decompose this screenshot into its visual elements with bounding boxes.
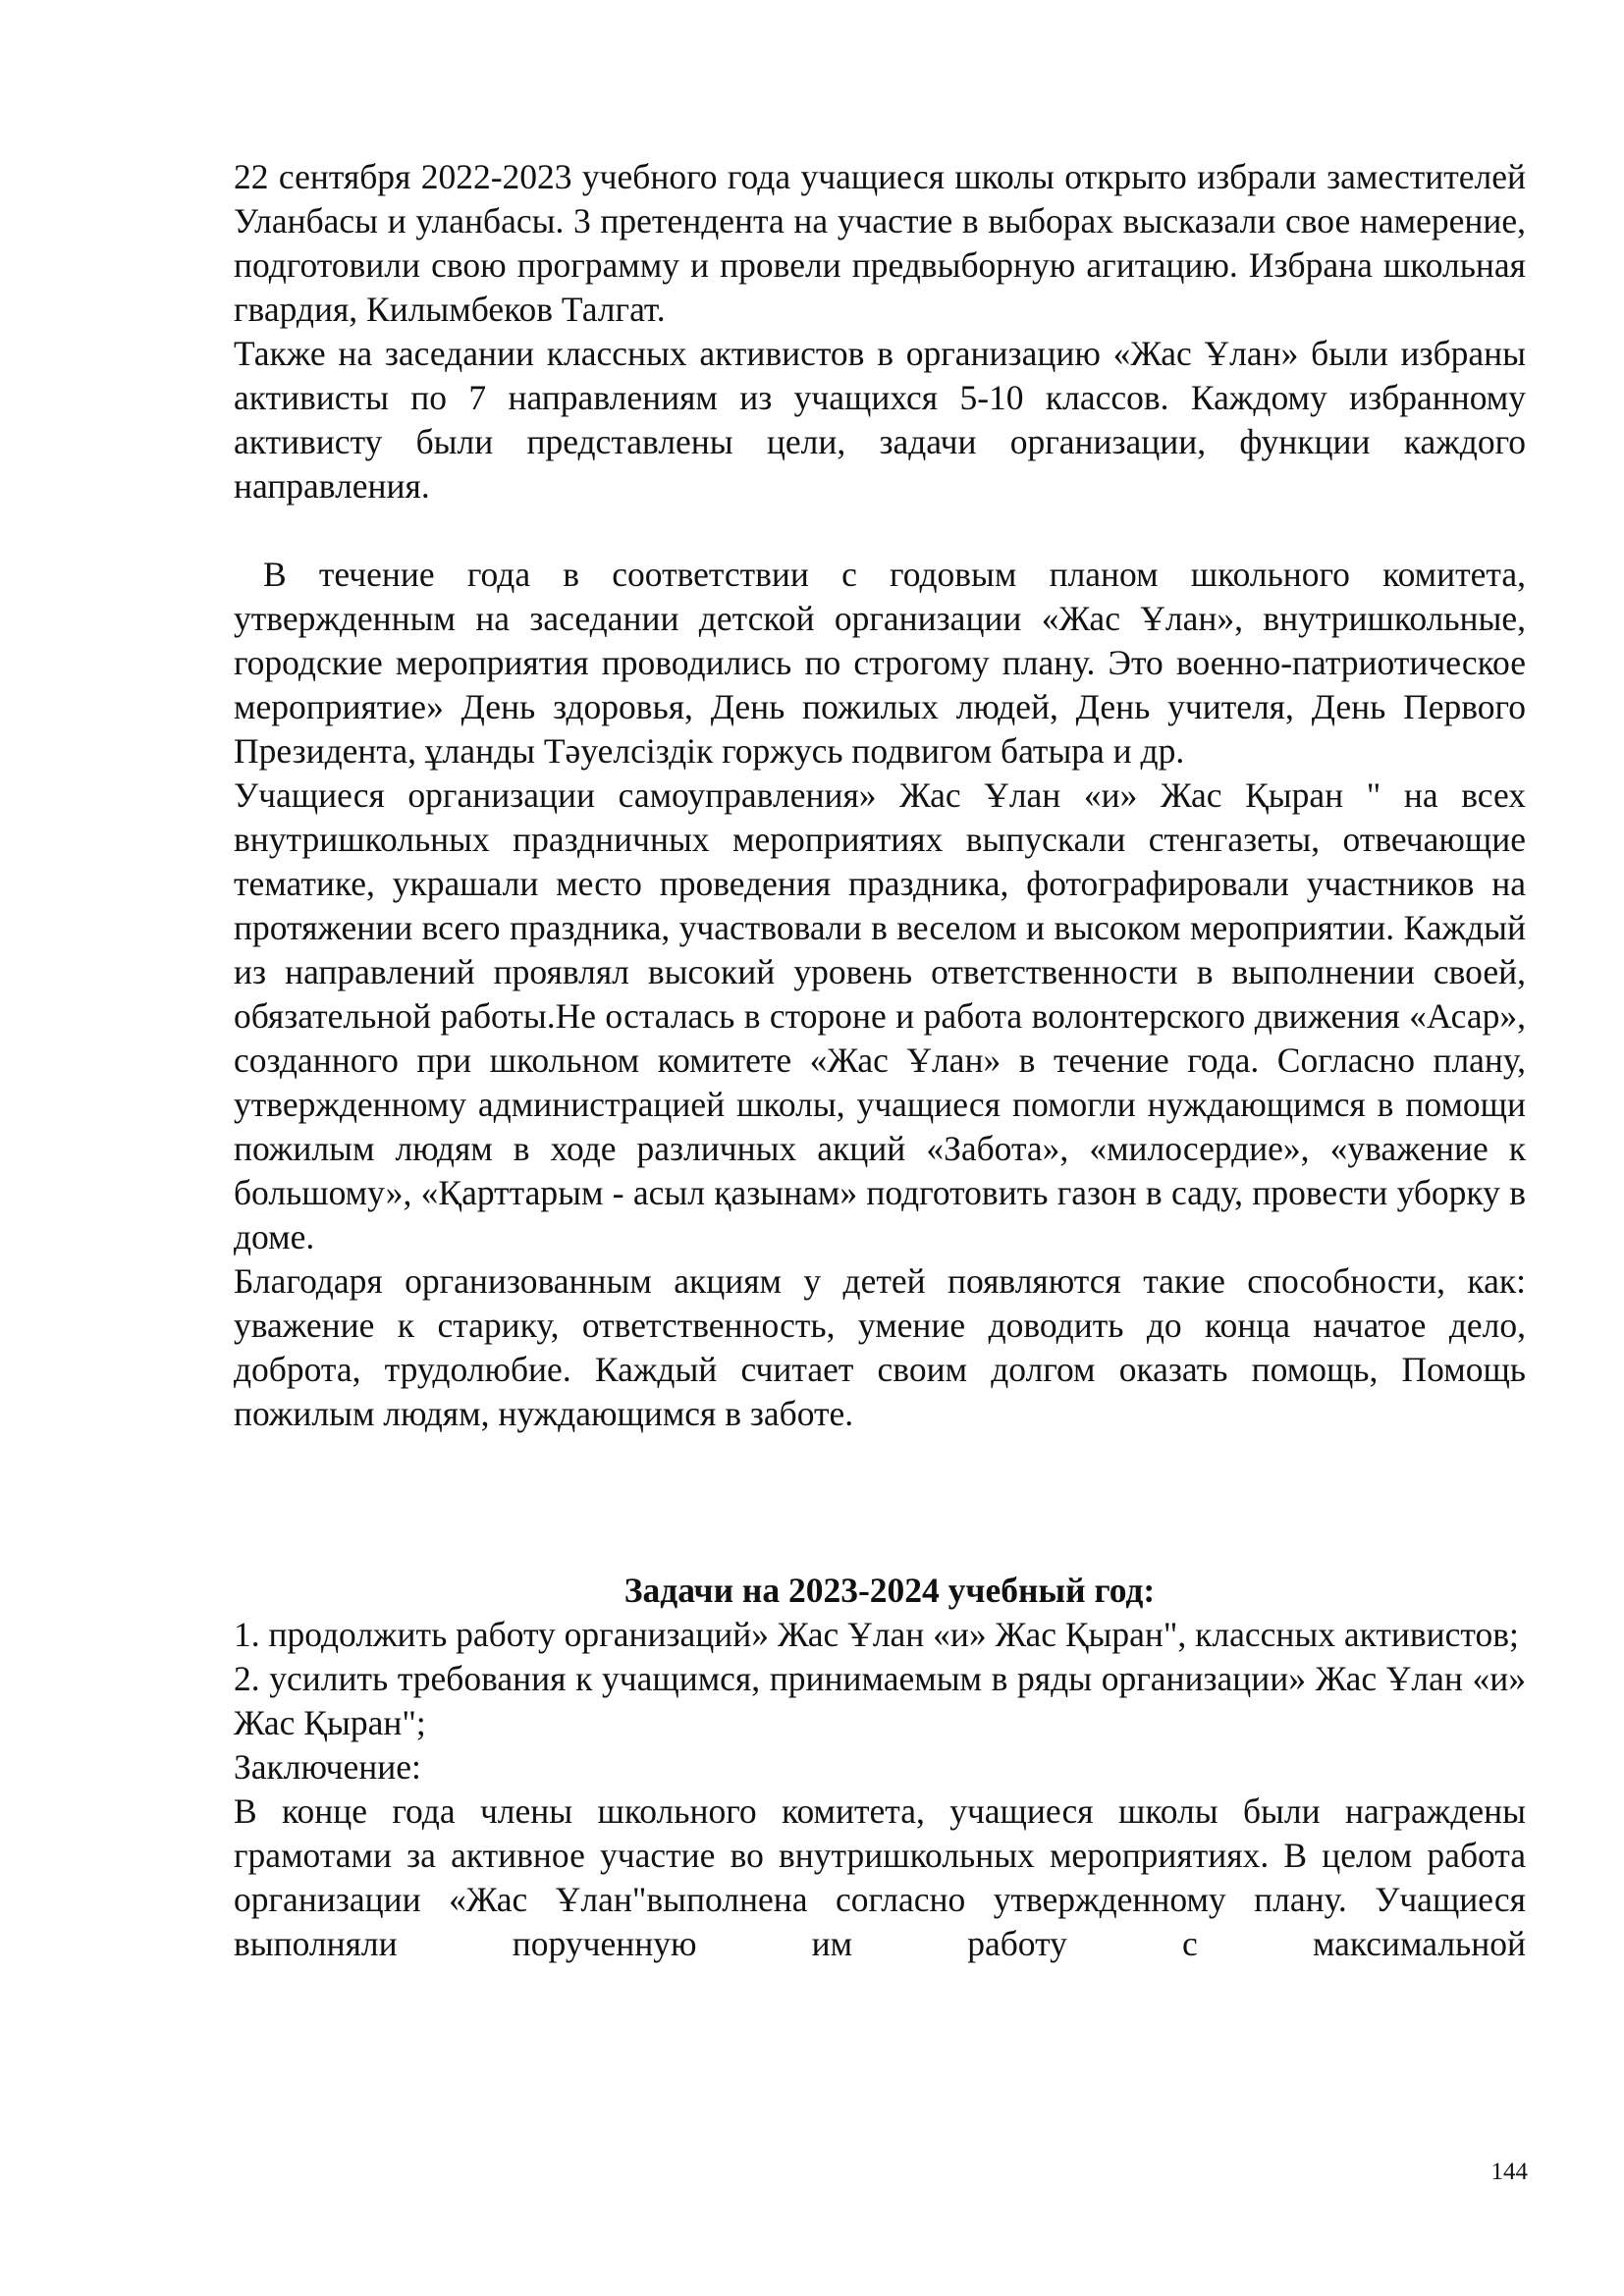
tasks-heading: Задачи на 2023-2024 учебный год: <box>623 1571 1156 1610</box>
page-number: 144 <box>1490 2159 1528 2185</box>
section-spacer <box>234 1436 1526 1569</box>
task-item-1: 1. продолжить работу организаций» Жас Ұлан «и» Жас Қыран", классных активистов; <box>234 1615 1519 1654</box>
paragraph-yearly-events: В течение года в соответствии с годовым планом школьного комитета, утвержденным на заседании детской организации «Жас Ұлан», внутришкольные, городские мероприятия проводились по строгому плану. Это военно-патриотическое мероприятие» День здоровья, День пожилых людей, День учителя, День Первого Президента, ұланды Тәуелсіздік горжусь подвигом батыра и др. <box>234 555 1526 771</box>
paragraph-self-government: Учащиеся организации самоуправления» Жас Ұлан «и» Жас Қыран " на всех внутришкольных праздничных мероприятиях выпускали стенгазеты, отвечающие тематике, украшали место проведения праздника, фотографировали участников на протяжении всего праздника, участвовали в веселом и высоком мероприятии. Каждый из направлений проявлял высокий уровень ответственности в выполнении своей, обязательной работы.Не осталась в стороне и работа волонтерского движения «Асар», созданного при школьном комитете «Жас Ұлан» в течение года. Согласно плану, утвержденному администрацией школы, учащиеся помогли нуждающимся в помощи пожилым людям в ходе различных акций «Забота», «милосердие», «уважение к большому», «Қарттарым - асыл қазынам» подготовить газон в саду, провести уборку в доме. <box>234 775 1526 1256</box>
conclusion-label: Заключение: <box>234 1747 421 1787</box>
document-body <box>234 155 1526 1966</box>
conclusion-paragraph: В конце года члены школьного комитета, учащиеся школы были награждены грамотами за активное участие во внутришкольных мероприятиях. В целом работа организации «Жас Ұлан"выполнена согласно утвержденному плану. Учащиеся выполняли порученную им работу с максимальной <box>234 1791 1526 1963</box>
task-item-2: 2. усилить требования к учащимся, принимаемым в ряды организации» Жас Ұлан «и» Жас Қыран"; <box>234 1659 1526 1742</box>
paragraph-activists: Также на заседании классных активистов в организацию «Жас Ұлан» были избраны активисты по 7 направлениям из учащихся 5-10 классов. Каждому избранному активисту были представлены цели, задачи организации, функции каждого направления. <box>234 334 1526 506</box>
paragraph-actions-results: Благодаря организованным акциям у детей появляются такие способности, как: уважение к старику, ответственность, умение доводить до конца начатое дело, доброта, трудолюбие. Каждый считает своим долгом оказать помощь, Помощь пожилым людям, нуждающимся в заботе. <box>234 1261 1526 1433</box>
paragraph-elections: 22 сентября 2022-2023 учебного года учащиеся школы открыто избрали заместителей Уланбасы и уланбасы. 3 претендента на участие в выборах высказали свое намерение, подготовили свою программу и провели предвыборную агитацию. Избрана школьная гвардия, Килымбеков Талгат. <box>234 157 1526 329</box>
paragraph-spacer <box>234 508 1526 553</box>
